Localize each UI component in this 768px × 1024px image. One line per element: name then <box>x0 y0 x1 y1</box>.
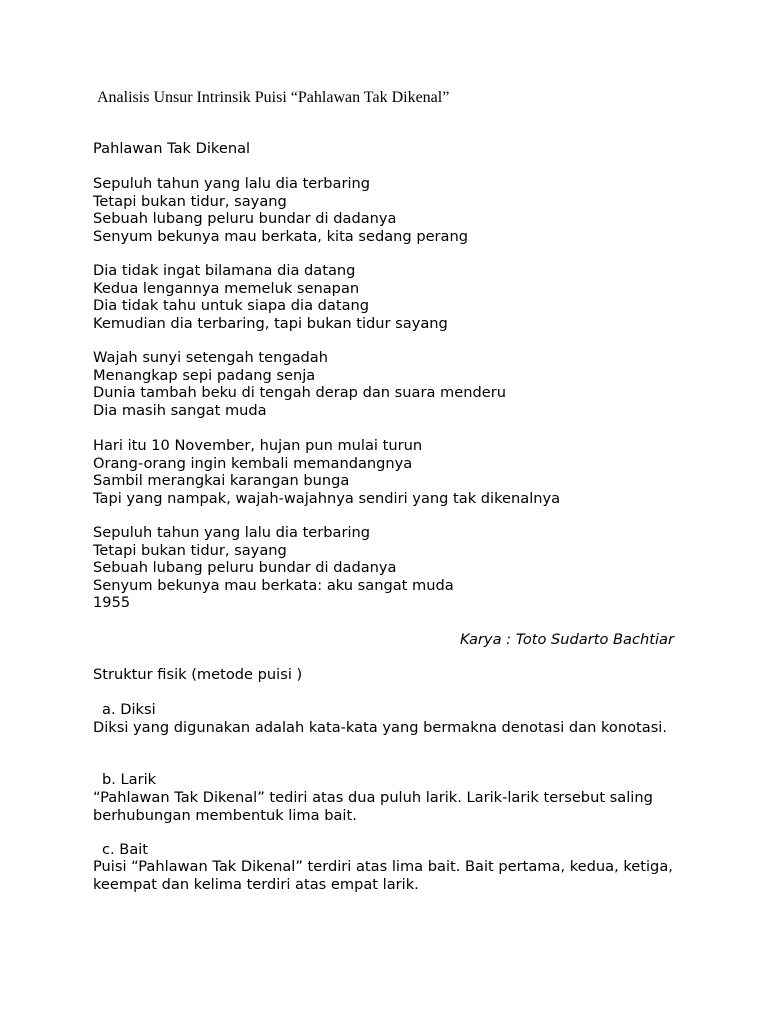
subsection-text-larik: “Pahlawan Tak Dikenal” tediri atas dua puluh larik. Larik-larik tersebut saling berhubungan membentuk lima bait. <box>93 789 653 824</box>
poem-line: Sambil merangkai karangan bunga <box>93 472 350 489</box>
stanza-1 <box>93 175 468 245</box>
poem-line: Dia masih sangat muda <box>93 401 267 419</box>
poem-line: Menangkap sepi padang senja <box>93 366 316 384</box>
section-heading: Struktur fisik (metode puisi ) <box>93 666 303 683</box>
poem-line: Dia tidak tahu untuk siapa dia datang <box>93 297 370 314</box>
subsection-text-bait: Puisi “Pahlawan Tak Dikenal” terdiri atas lima bait. Bait pertama, kedua, ketiga, keempat dan kelima terdiri atas empat larik. <box>93 858 673 893</box>
poem-line: Hari itu 10 November, hujan pun mulai turun <box>93 437 423 454</box>
stanza-2 <box>93 262 448 332</box>
stanza-5 <box>93 524 454 612</box>
poem-line: Orang-orang ingin kembali memandangnya <box>93 454 413 472</box>
poem-line: Sepuluh tahun yang lalu dia terbaring <box>93 175 371 192</box>
subsection-heading-larik: b. Larik <box>102 771 157 788</box>
poem-line: Kemudian dia terbaring, tapi bukan tidur sayang <box>93 314 448 332</box>
author-line: Karya : Toto Sudarto Bachtiar <box>459 631 674 648</box>
poem-line: Sebuah lubang peluru bundar di dadanya <box>93 210 397 227</box>
poem-line: Dia tidak ingat bilamana dia datang <box>93 262 356 279</box>
poem-line: Tapi yang nampak, wajah-wajahnya sendiri yang tak dikenalnya <box>93 489 561 507</box>
poem-title: Pahlawan Tak Dikenal <box>93 140 251 157</box>
poem-line: Sebuah lubang peluru bundar di dadanya <box>93 559 397 576</box>
stanza-4 <box>93 437 560 507</box>
subsection-heading-bait: c. Bait <box>102 841 149 858</box>
stanza-3 <box>93 349 506 419</box>
poem-line: Senyum bekunya mau berkata: aku sangat muda <box>93 576 454 594</box>
poem-line: Senyum bekunya mau berkata, kita sedang perang <box>93 227 469 245</box>
poem-line: Tetapi bukan tidur, sayang <box>93 192 287 210</box>
subsection-heading-diksi: a. Diksi <box>102 701 156 718</box>
poem-line: Tetapi bukan tidur, sayang <box>93 541 287 559</box>
poem-line: Kedua lengannya memeluk senapan <box>93 279 360 297</box>
document-title: Analisis Unsur Intrinsik Puisi “Pahlawan Tak Dikenal” <box>97 89 450 106</box>
poem-line: Sepuluh tahun yang lalu dia terbaring <box>93 524 371 541</box>
subsection-text-diksi: Diksi yang digunakan adalah kata-kata yang bermakna denotasi dan konotasi. <box>93 719 668 736</box>
poem-line: Wajah sunyi setengah tengadah <box>93 349 328 366</box>
poem-line: Dunia tambah beku di tengah derap dan suara menderu <box>93 384 506 401</box>
poem-year: 1955 <box>93 594 131 611</box>
